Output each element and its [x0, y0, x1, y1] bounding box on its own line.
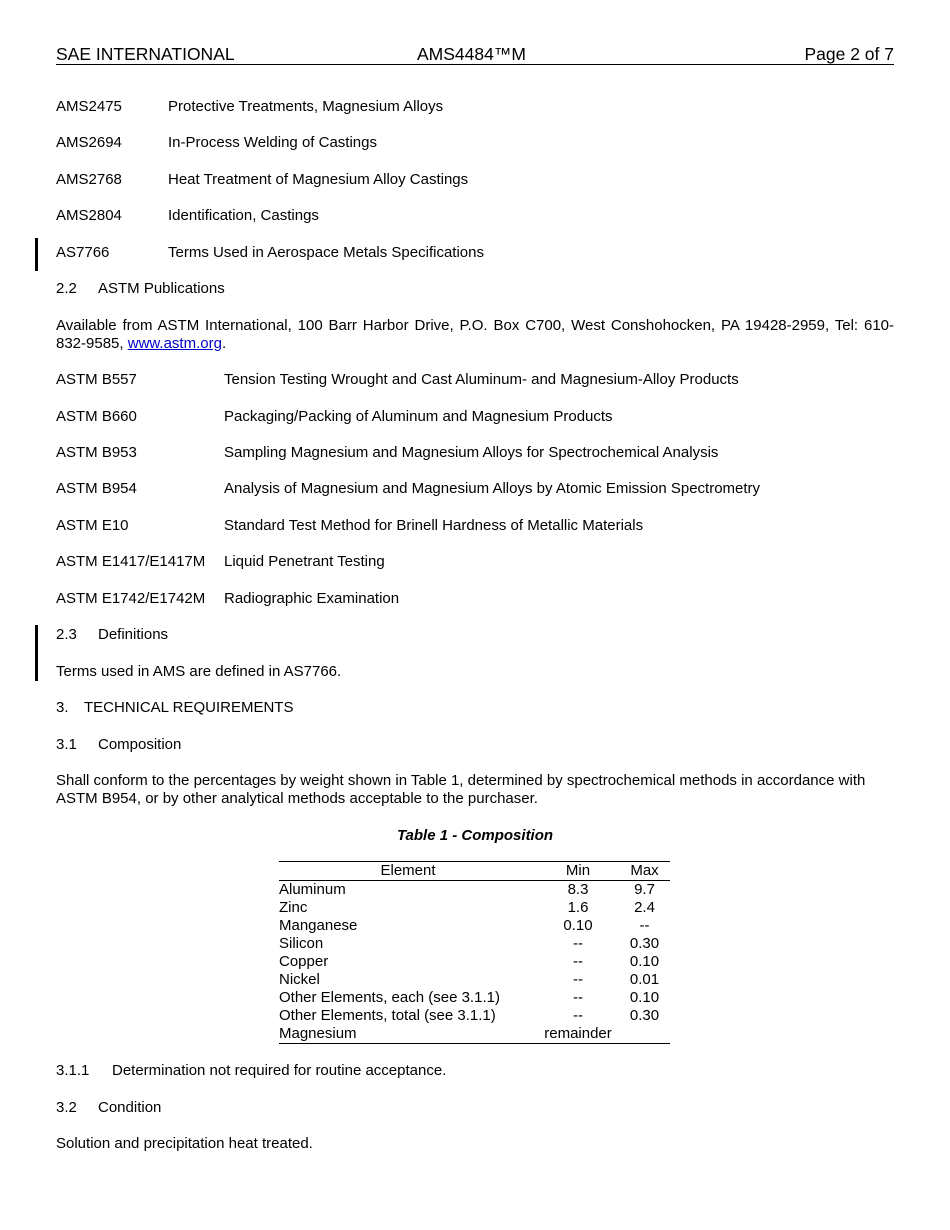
column-header-element: Element — [279, 862, 537, 881]
reference-code: ASTM B660 — [56, 408, 137, 425]
max-cell: 0.30 — [629, 935, 660, 952]
reference-title: Analysis of Magnesium and Magnesium Alloys by Atomic Emission Spectrometry — [224, 480, 761, 497]
max-cell: 0.10 — [629, 953, 660, 970]
min-cell: -- — [573, 1007, 583, 1024]
element-cell: Other Elements, total (see 3.1.1) — [279, 1007, 496, 1024]
reference-title: Sampling Magnesium and Magnesium Alloys for Spectrochemical Analysis — [224, 444, 719, 461]
reference-title: Protective Treatments, Magnesium Alloys — [168, 98, 444, 115]
section-number: 3.1 — [56, 736, 77, 753]
max-cell: 9.7 — [634, 881, 655, 898]
min-cell: 1.6 — [567, 899, 589, 916]
reference-code: ASTM B953 — [56, 444, 137, 461]
element-cell: Copper — [279, 953, 329, 970]
min-cell: -- — [573, 989, 583, 1006]
reference-code: ASTM B557 — [56, 371, 137, 388]
max-cell: 0.10 — [629, 989, 660, 1006]
section-number: 3.1.1 — [56, 1062, 90, 1079]
table-row — [279, 881, 670, 900]
section-title: Composition — [98, 736, 182, 753]
revision-change-bar — [35, 238, 38, 271]
min-cell: -- — [573, 953, 583, 970]
reference-title: In-Process Welding of Castings — [168, 134, 377, 151]
column-header-max: Max — [619, 862, 670, 881]
section-number: 2.3 — [56, 626, 77, 643]
min-cell: -- — [573, 935, 583, 952]
element-cell: Nickel — [279, 971, 320, 988]
min-cell: remainder — [537, 1025, 619, 1044]
astm-website-link[interactable]: www.astm.org — [127, 335, 222, 352]
min-cell: 0.10 — [563, 917, 593, 934]
reference-title: Standard Test Method for Brinell Hardness of Metallic Materials — [224, 517, 644, 534]
section-title: Condition — [98, 1099, 162, 1116]
reference-title: Terms Used in Aerospace Metals Specifications — [168, 244, 484, 261]
section-number: 3.2 — [56, 1099, 77, 1116]
element-cell: Magnesium — [279, 1025, 537, 1044]
table-caption: Table 1 - Composition — [396, 827, 554, 844]
section-title: ASTM Publications — [98, 280, 225, 297]
astm-availability-paragraph — [56, 317, 894, 353]
reference-code: AMS2694 — [56, 134, 122, 151]
condition-text: Solution and precipitation heat treated. — [56, 1135, 313, 1152]
max-cell — [619, 1025, 670, 1044]
max-cell: -- — [639, 917, 650, 934]
table-row — [279, 935, 670, 953]
reference-code: ASTM E10 — [56, 517, 129, 534]
element-cell: Silicon — [279, 935, 324, 952]
element-cell: Other Elements, each (see 3.1.1) — [279, 989, 500, 1006]
column-header-min: Min — [537, 862, 619, 881]
reference-code: AS7766 — [56, 244, 110, 261]
header-page-number: Page 2 of 7 — [804, 44, 894, 64]
table-row — [279, 971, 670, 989]
reference-title: Liquid Penetrant Testing — [224, 553, 385, 570]
composition-text: Shall conform to the percentages by weight shown in Table 1, determined by spectrochemical methods in accordance with ASTM B954, or by other analytical methods acceptable to the purchaser. — [56, 772, 866, 807]
max-cell: 0.01 — [629, 971, 660, 988]
section-text: Determination not required for routine acceptance. — [112, 1062, 447, 1079]
section-title: Definitions — [98, 626, 169, 643]
table-row — [279, 989, 670, 1007]
availability-period: . — [221, 335, 227, 352]
max-cell: 0.30 — [629, 1007, 660, 1024]
reference-code: ASTM B954 — [56, 480, 137, 497]
reference-code: AMS2804 — [56, 207, 122, 224]
reference-code: AMS2475 — [56, 98, 122, 115]
table-row — [279, 1025, 670, 1044]
composition-table — [279, 861, 670, 1044]
element-cell: Manganese — [279, 917, 358, 934]
header-org: SAE INTERNATIONAL — [56, 44, 235, 64]
section-number: 3. — [56, 699, 69, 716]
min-cell: 8.3 — [567, 881, 589, 898]
revision-change-bar — [35, 625, 38, 681]
section-title: TECHNICAL REQUIREMENTS — [84, 699, 294, 716]
min-cell: -- — [573, 971, 583, 988]
table-row — [279, 953, 670, 971]
reference-title: Identification, Castings — [168, 207, 319, 224]
table-row — [279, 899, 670, 917]
reference-title: Packaging/Packing of Aluminum and Magnesium Products — [224, 408, 613, 425]
reference-code: AMS2768 — [56, 171, 122, 188]
table-header-row — [279, 862, 670, 881]
section-number: 2.2 — [56, 280, 77, 297]
page-header — [56, 44, 894, 65]
element-cell: Aluminum — [279, 881, 346, 898]
table-row — [279, 1007, 670, 1025]
reference-code: ASTM E1417/E1417M — [56, 553, 206, 570]
reference-title: Radiographic Examination — [224, 590, 400, 607]
max-cell: 2.4 — [634, 899, 655, 916]
header-doc-number: AMS4484™M — [417, 44, 526, 64]
reference-code: ASTM E1742/E1742M — [56, 590, 206, 607]
definitions-text: Terms used in AMS are defined in AS7766. — [56, 663, 342, 680]
availability-text: Available from ASTM International, 100 Barr Harbor Drive, P.O. Box C700, West Conshohocken, PA 19428-2959, Tel: 610-832-9585, — [56, 317, 894, 352]
reference-title: Tension Testing Wrought and Cast Aluminum- and Magnesium-Alloy Products — [224, 371, 739, 388]
table-row — [279, 917, 670, 935]
reference-title: Heat Treatment of Magnesium Alloy Castings — [168, 171, 469, 188]
element-cell: Zinc — [279, 899, 308, 916]
